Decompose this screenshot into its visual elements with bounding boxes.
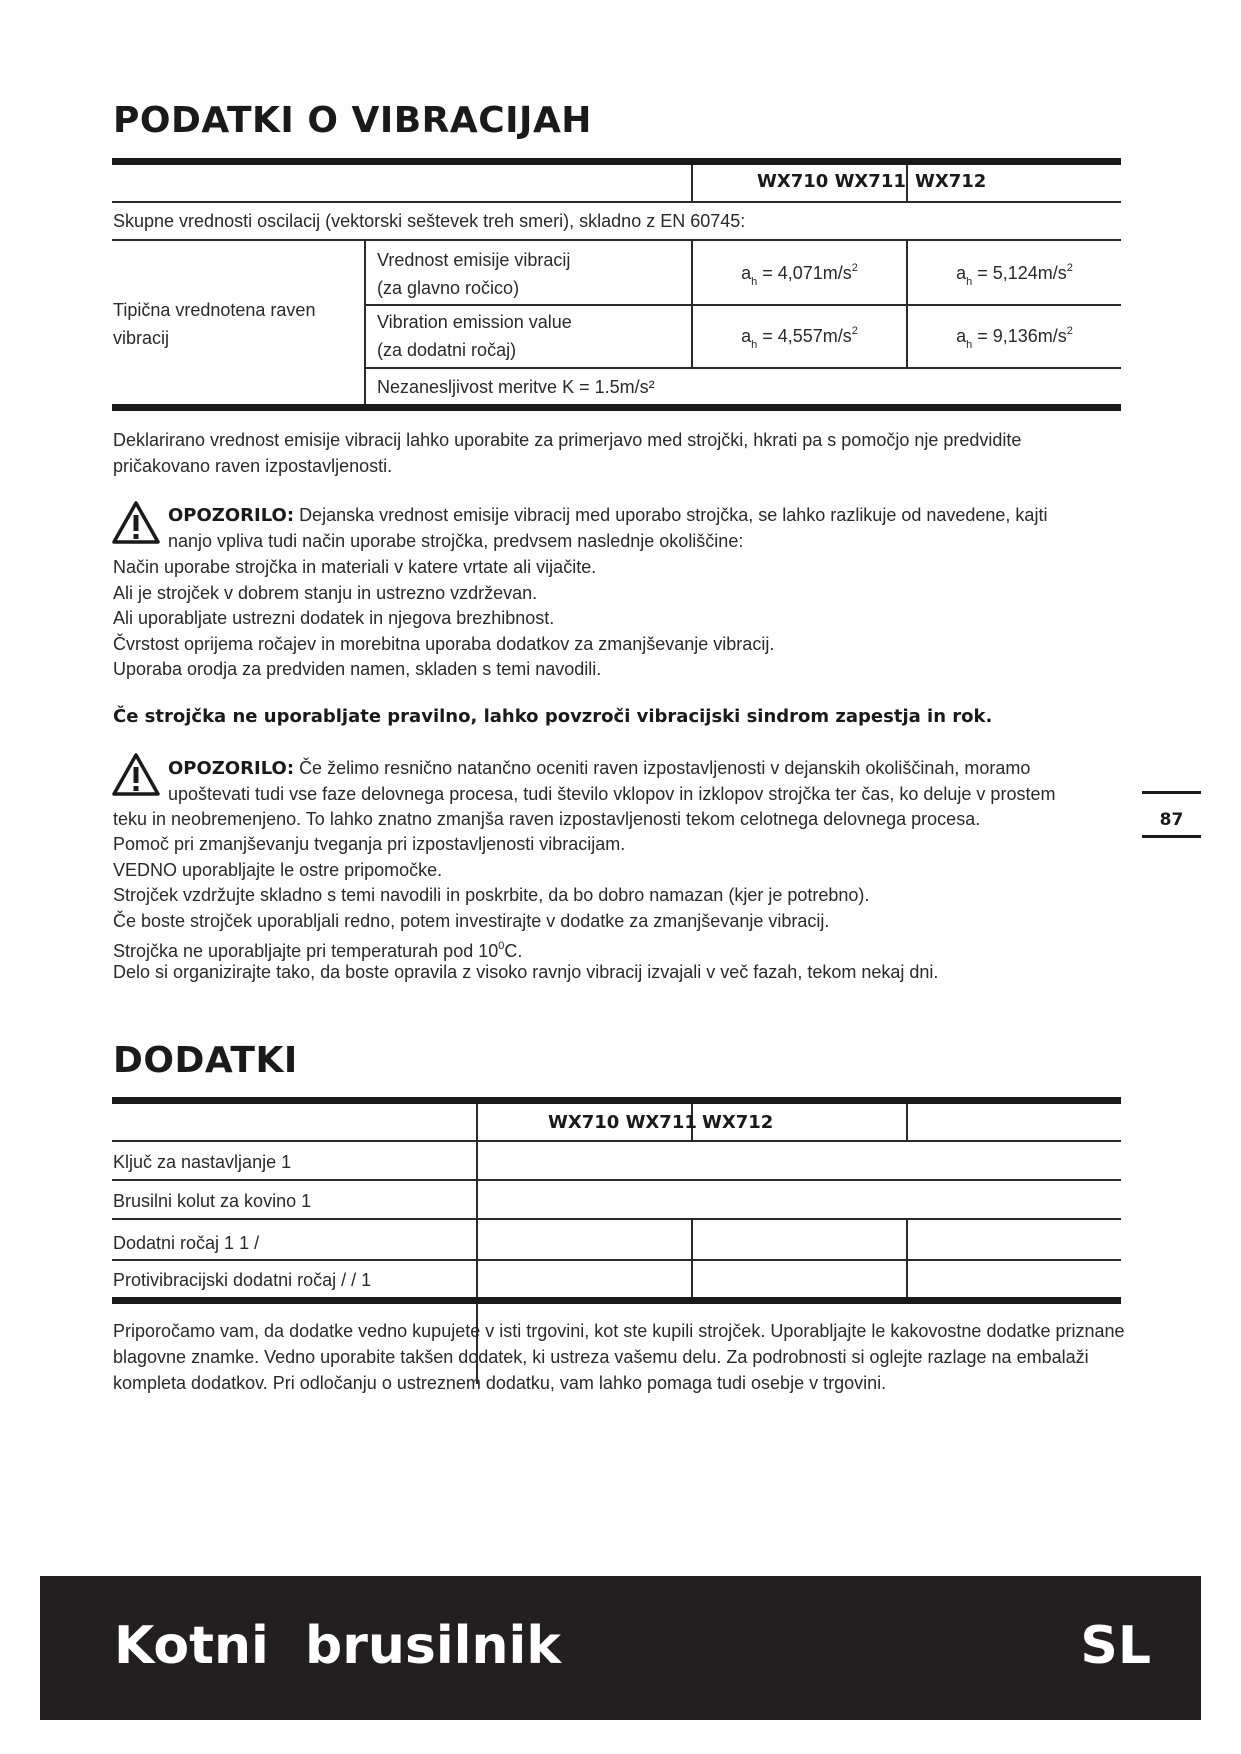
vibration-value: $a_h = 9,136m/s^2$ — [956, 325, 1073, 351]
accessory-row: Protivibracijski dodatni ročaj / / 1 — [113, 1270, 372, 1290]
warning1-line1: OPOZORILO: Dejanska vrednost emisije vibracij med uporabo strojčka, se lahko razlikuje od navedene, kajti — [168, 505, 1048, 526]
table-bottom-rule — [112, 404, 1121, 411]
row-label-line: (za glavno ročico) — [377, 278, 520, 298]
warning1-item: Čvrstost oprijema ročajev in morebitna uporaba dodatkov za zmanjševanje vibracij. — [113, 634, 775, 654]
table-rule — [112, 1179, 1121, 1181]
accessories-section-title: DODATKI — [113, 1040, 298, 1081]
warning-label: OPOZORILO: — [168, 505, 295, 526]
warning1-item: Ali uporabljate ustrezni dodatek in njegova brezhibnost. — [113, 608, 555, 628]
warning-triangle-icon — [111, 500, 161, 546]
warning2-item: Strojček vzdržujte skladno s temi navodili in poskrbite, da bo dobro namazan (kjer je potrebno). — [113, 885, 870, 905]
group-label: Tipična vrednotena raven vibracij — [113, 300, 316, 348]
warning2-line2: upoštevati tudi vse faze delovnega procesa, tudi število vklopov in izklopov strojčka ter čas, ko deluje v prostem — [168, 784, 1056, 804]
warning2-line1: OPOZORILO: Če želimo resnično natančno oceniti raven izpostavljenosti v dejanskih okoliščinah, moramo — [168, 758, 1031, 779]
accessory-row: Ključ za nastavljanje 1 — [113, 1152, 292, 1172]
warning1-item: Način uporabe strojčka in materiali v katere vrtate ali vijačite. — [113, 557, 597, 577]
model-header-wx712: WX712 — [702, 1112, 774, 1133]
warning-label: OPOZORILO: — [168, 758, 295, 779]
row-label-line: Vrednost emisije vibracij — [377, 250, 571, 270]
warning2-line3: teku in neobremenjeno. To lahko znatno zmanjša raven izpostavljenosti tekom celotnega delovnega procesa. — [113, 809, 981, 829]
table-rule — [112, 239, 1121, 241]
table-rule — [112, 1218, 1121, 1220]
table-bottom-rule — [112, 1297, 1121, 1304]
warning2-item: VEDNO uporabljajte le ostre pripomočke. — [113, 860, 443, 880]
table-top-rule — [112, 158, 1121, 165]
model-header-wx710-wx711: WX710 WX711 — [548, 1112, 697, 1133]
row-label-line: (za dodatni ročaj) — [377, 340, 517, 360]
warning2-item: Strojčka ne uporabljajte pri temperaturah pod $10^0C$. — [113, 940, 523, 961]
product-title: Kotni brusilnik — [114, 1616, 561, 1676]
declared-text: Deklarirano vrednost emisije vibracij lahko uporabite za primerjavo med strojčki, hkrati pa s pomočjo nje predvidite pričakovano raven izpostavljenosti. — [113, 430, 1022, 476]
page-number-rule — [1142, 791, 1201, 794]
warning1-line2: nanjo vpliva tudi način uporabe strojčka, predvsem naslednje okoliščine: — [168, 531, 744, 551]
vibration-value: $a_h = 4,557m/s^2$ — [741, 325, 858, 351]
table-divider — [691, 165, 693, 203]
accessory-row: Brusilni kolut za kovino 1 — [113, 1191, 312, 1211]
vibration-value: $a_h = 4,071m/s^2$ — [741, 262, 858, 288]
table-rule — [112, 1140, 1121, 1142]
table-rule — [112, 1259, 1121, 1261]
table-divider — [364, 240, 366, 406]
warning2-item: Delo si organizirajte tako, da boste opravila z visoko ravnjo vibracij izvajali v več fazah, tekom nekaj dni. — [113, 962, 939, 982]
warning2-item: Pomoč pri zmanjševanju tveganja pri izpostavljenosti vibracijam. — [113, 834, 626, 854]
page-number: 87 — [1159, 810, 1184, 830]
table-intro-row: Skupne vrednosti oscilacij (vektorski seštevek treh smeri), skladno z EN 60745: — [113, 211, 746, 231]
table-rule — [364, 304, 1121, 306]
model-header-wx712: WX712 — [915, 171, 987, 192]
table-rule — [364, 367, 1121, 369]
table-rule — [112, 201, 1121, 203]
row-label-line: Vibration emission value — [377, 312, 572, 332]
uncertainty: Nezanesljivost meritve K = 1.5m/s² — [377, 377, 655, 397]
vibration-section-title: PODATKI O VIBRACIJAH — [113, 100, 592, 141]
recommendation-text: Priporočamo vam, da dodatke vedno kupujete v isti trgovini, kot ste kupili strojček. Uporabljajte le kakovostne dodatke priznane blagovne znamke. Vedno uporabite takšen dodatek, ki ustreza vašemu delu. Za podrobnosti si oglejte razlage na embalaži kompleta dodatkov. Pri odločanju o ustreznem dodatku, vam lahko pomaga tudi osebje v trgovini. — [113, 1321, 1125, 1393]
warning-triangle-icon — [111, 752, 161, 798]
footer-bar — [40, 1576, 1201, 1720]
table-top-rule — [112, 1097, 1121, 1104]
page-number-rule — [1142, 835, 1201, 838]
warning2-item: Če boste strojček uporabljali redno, potem investirajte v dodatke za zmanjševanje vibracij. — [113, 911, 830, 931]
vibration-value: $a_h = 5,124m/s^2$ — [956, 262, 1073, 288]
warning1-item: Ali je strojček v dobrem stanju in ustrezno vzdrževan. — [113, 583, 538, 603]
model-header-wx710-wx711: WX710 WX711 — [757, 171, 906, 192]
warning1-item: Uporaba orodja za predviden namen, skladen s temi navodili. — [113, 659, 602, 679]
table-divider — [906, 1104, 908, 1142]
bold-notice: Če strojčka ne uporabljate pravilno, lahko povzroči vibracijski sindrom zapestja in rok. — [113, 706, 993, 727]
table-divider — [906, 165, 908, 203]
accessory-row: Dodatni ročaj 1 1 / — [113, 1233, 260, 1253]
language-code: SL — [1080, 1616, 1151, 1676]
